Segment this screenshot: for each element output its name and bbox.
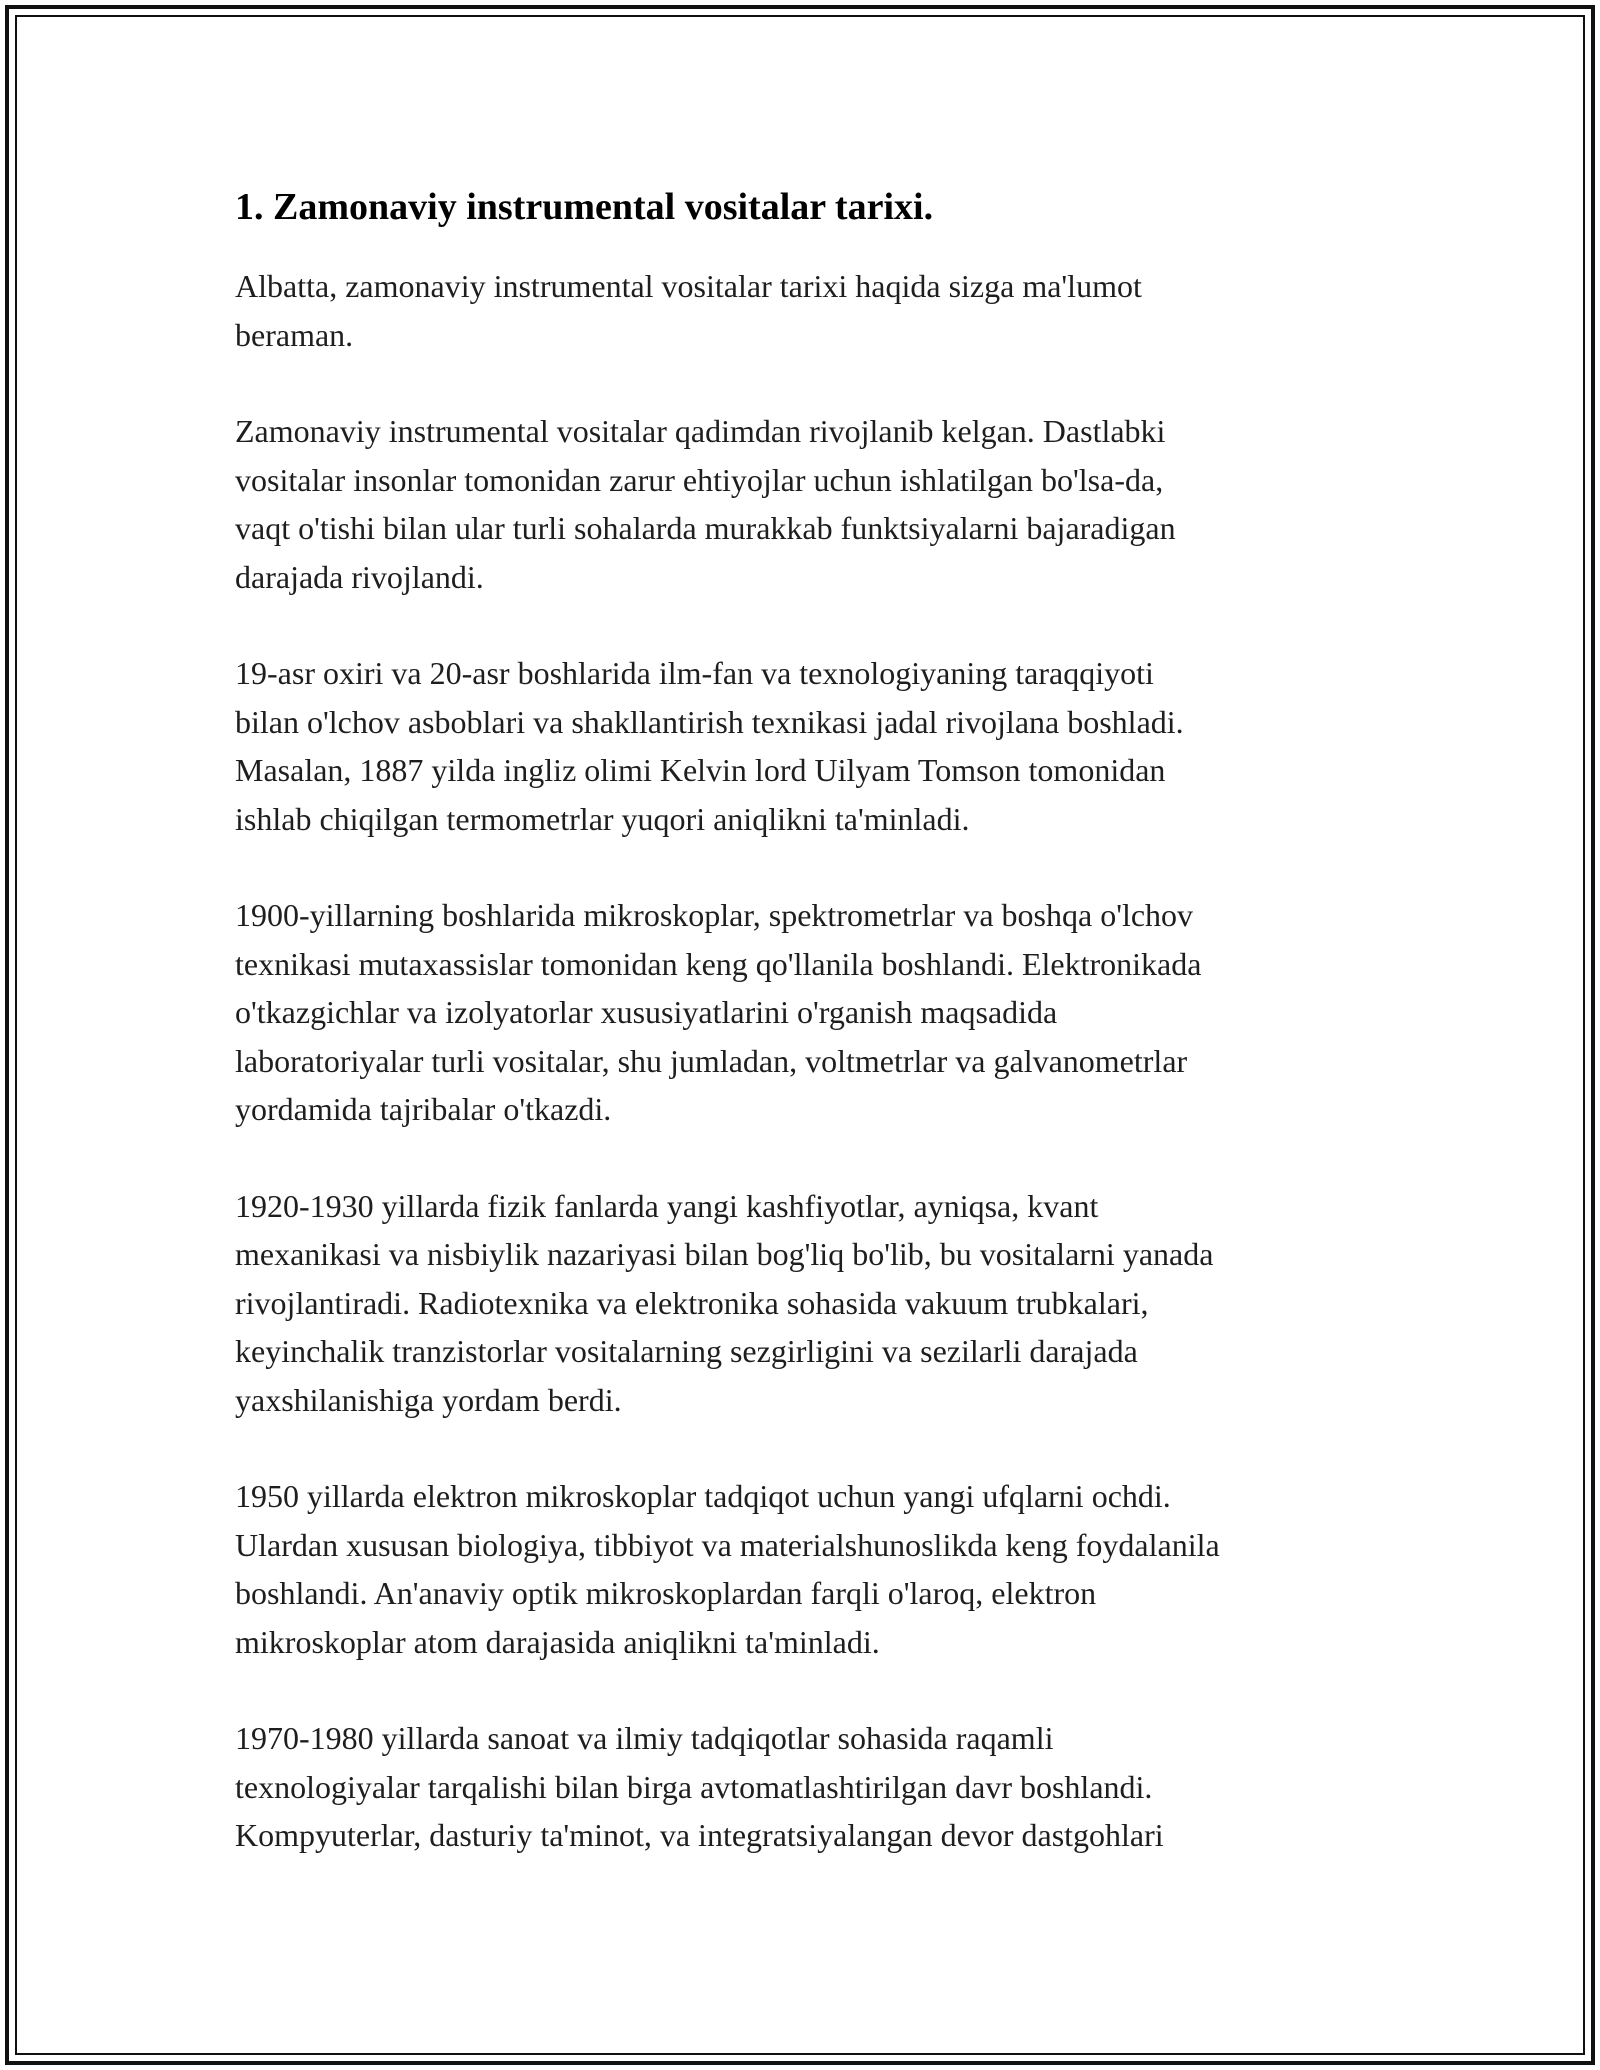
- paragraph: [235, 1714, 1385, 1860]
- paragraph-line: 1900-yillarning boshlarida mikroskoplar, spektrometrlar va boshqa o'lchov: [235, 897, 1194, 933]
- paragraph-line: bilan o'lchov asboblari va shakllantirish texnikasi jadal rivojlana boshladi.: [235, 703, 1184, 740]
- paragraph-line: yordamida tajribalar o'tkazdi.: [235, 1091, 612, 1127]
- paragraph: [235, 1472, 1385, 1666]
- paragraph-line: vositalar insonlar tomonidan zarur ehtiyojlar uchun ishlatilgan bo'lsa-da,: [235, 461, 1164, 498]
- paragraph-line: 1950 yillarda elektron mikroskoplar tadqiqot uchun yangi ufqlarni ochdi.: [235, 1478, 1171, 1514]
- paragraph-line: mexanikasi va nisbiylik nazariyasi bilan bog'liq bo'lib, bu vositalarni yanada: [235, 1236, 1214, 1272]
- paragraph: [235, 262, 1385, 359]
- paragraph-line: Kompyuterlar, dasturiy ta'minot, va integratsiyalangan devor dastgohlari: [235, 1817, 1164, 1853]
- paragraph-line: texnologiyalar tarqalishi bilan birga avtomatlashtirilgan davr boshlandi.: [235, 1768, 1153, 1805]
- paragraph-line: 1920-1930 yillarda fizik fanlarda yangi kashfiyotlar, ayniqsa, kvant: [235, 1187, 1099, 1224]
- section-heading: 1. Zamonaviy instrumental vositalar tarixi.: [235, 186, 934, 228]
- paragraph-line: texnikasi mutaxassislar tomonidan keng qo'llanila boshlandi. Elektronikada: [235, 945, 1202, 982]
- paragraph-line: 1970-1980 yillarda sanoat va ilmiy tadqiqotlar sohasida raqamli: [235, 1720, 1054, 1756]
- paragraph: [235, 649, 1385, 843]
- paragraph-list: [235, 262, 1385, 1860]
- paragraph-line: keyinchalik tranzistorlar vositalarning sezgirligini va sezilarli darajada: [235, 1333, 1138, 1369]
- paragraph-line: Masalan, 1887 yilda ingliz olimi Kelvin lord Uilyam Tomson tomonidan: [235, 752, 1166, 788]
- paragraph-line: o'tkazgichlar va izolyatorlar xususiyatlarini o'rganish maqsadida: [235, 994, 1058, 1030]
- paragraph-line: ishlab chiqilgan termometrlar yuqori aniqlikni ta'minladi.: [235, 800, 970, 837]
- paragraph-line: 19-asr oxiri va 20-asr boshlarida ilm-fan va texnologiyaning taraqqiyoti: [235, 655, 1154, 691]
- paragraph: [235, 1182, 1385, 1425]
- paragraph: [235, 891, 1385, 1134]
- paragraph-line: Zamonaviy instrumental vositalar qadimdan rivojlanib kelgan. Dastlabki: [235, 413, 1166, 449]
- paragraph-line: darajada rivojlandi.: [235, 558, 484, 595]
- paragraph-line: mikroskoplar atom darajasida aniqlikni ta'minladi.: [235, 1623, 880, 1660]
- paragraph-line: vaqt o'tishi bilan ular turli sohalarda murakkab funktsiyalarni bajaradigan: [235, 510, 1176, 546]
- paragraph-line: laboratoriyalar turli vositalar, shu jumladan, voltmetrlar va galvanometrlar: [235, 1042, 1188, 1079]
- paragraph-line: Ulardan xususan biologiya, tibbiyot va materialshunoslikda keng foydalanila: [235, 1526, 1220, 1563]
- paragraph-line: rivojlantiradi. Radiotexnika va elektronika sohasida vakuum trubkalari,: [235, 1284, 1149, 1321]
- paragraph-line: Albatta, zamonaviy instrumental vositalar tarixi haqida sizga ma'lumot: [235, 268, 1142, 304]
- paragraph: [235, 407, 1385, 601]
- paragraph-line: beraman.: [235, 316, 354, 353]
- paragraph-line: boshlandi. An'anaviy optik mikroskoplardan farqli o'laroq, elektron: [235, 1575, 1097, 1611]
- document-body: [235, 182, 1385, 1908]
- paragraph-line: yaxshilanishiga yordam berdi.: [235, 1381, 622, 1418]
